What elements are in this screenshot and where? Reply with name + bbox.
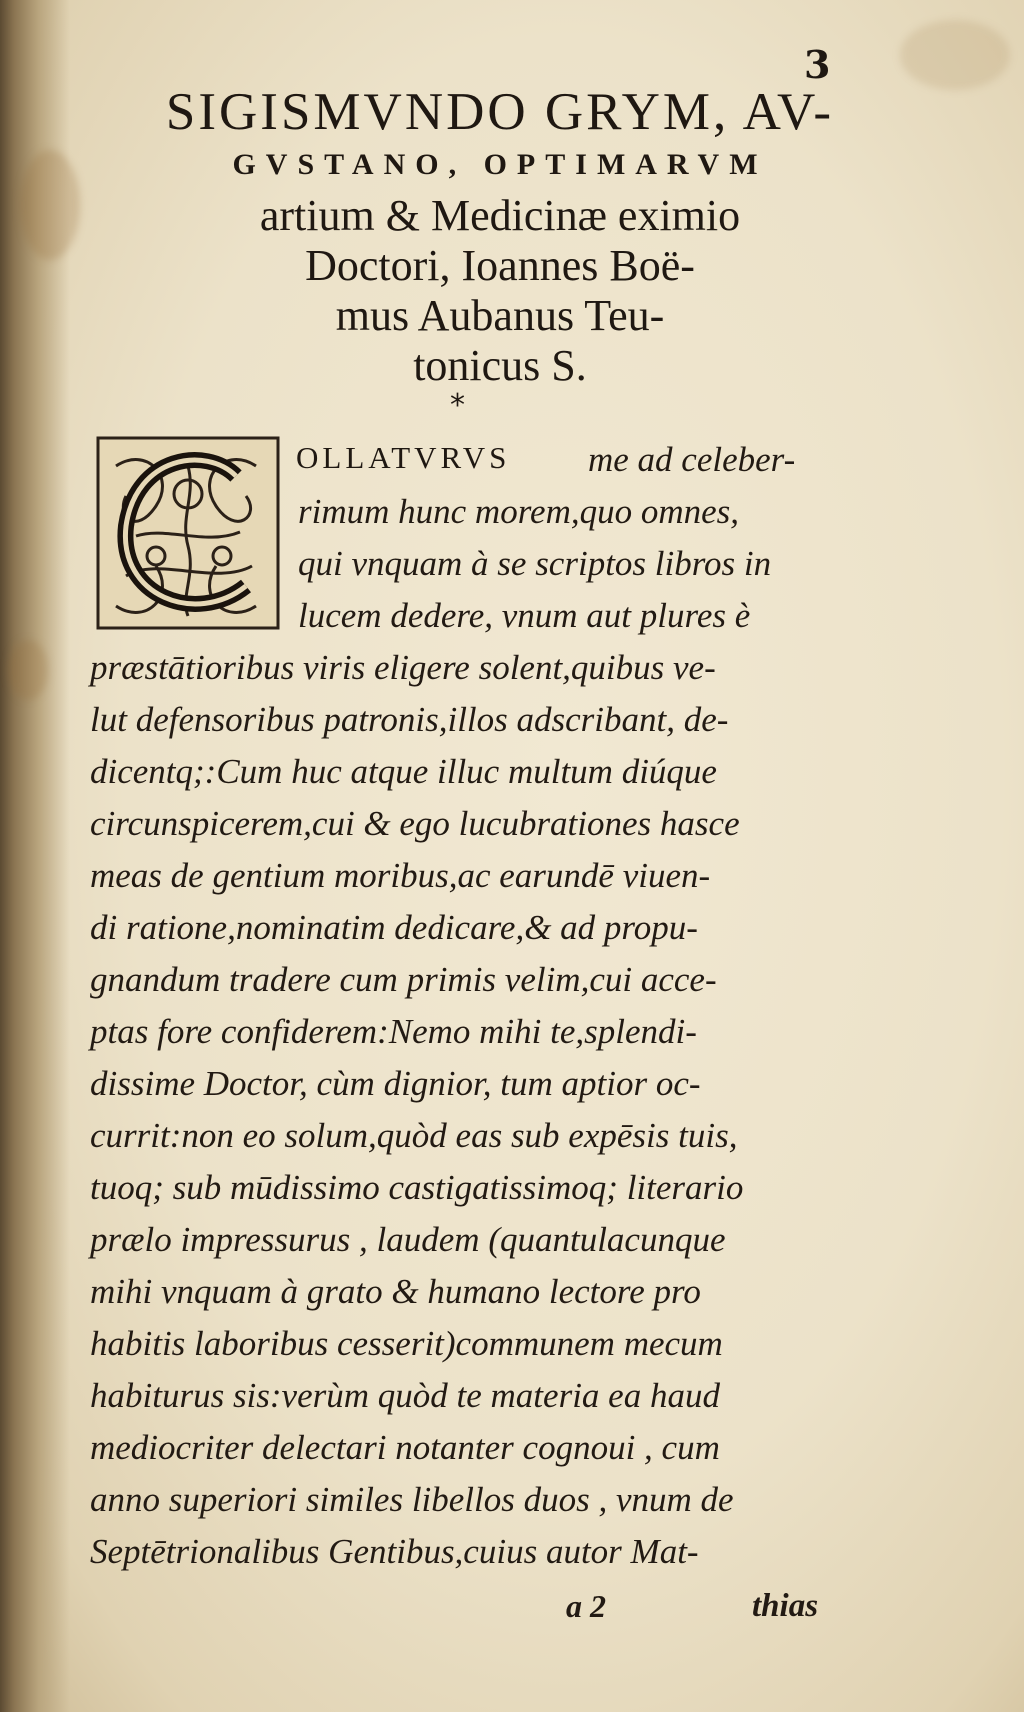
page-stain (8, 640, 48, 700)
decorated-initial-c (96, 436, 280, 630)
body-line: dicentq;:Cum huc atque illuc multum diúque (90, 752, 717, 791)
body-line: mihi vnquam à grato & humano lectore pro (90, 1272, 701, 1311)
body-line: rimum hunc morem,quo omnes, (298, 492, 740, 531)
body-line: ptas fore confiderem:Nemo mihi te,splendi- (90, 1012, 697, 1051)
page-stain (900, 20, 1010, 90)
dedication-heading-line: Doctori, Ioannes Boë- (305, 241, 695, 290)
body-line: qui vnquam à se scriptos libros in (298, 544, 772, 583)
body-line: habitis laboribus cesserit)communem mecum (90, 1324, 723, 1363)
body-line: Septētrionalibus Gentibus,cuius autor Mat- (90, 1532, 699, 1571)
body-line: anno superiori similes libellos duos , vnum de (90, 1480, 734, 1519)
dedication-heading-line: mus Aubanus Teu- (335, 291, 665, 340)
catchword: thias (752, 1588, 819, 1624)
body-line: meas de gentium moribus,ac earundē viuen- (90, 856, 711, 895)
body-line: lucem dedere, vnum aut plures è (298, 596, 751, 635)
body-line: prælo impressurus , laudem (quantulacunque (90, 1220, 726, 1259)
body-line: di ratione,nominatim dedicare,& ad propu- (90, 908, 698, 947)
body-line: habiturus sis:verùm quòd te materia ea haud (90, 1376, 720, 1415)
body-line: tuoq; sub mūdissimo castigatissimoq; literario (90, 1168, 744, 1207)
page-number: 3 (804, 42, 831, 87)
dedication-heading-line: tonicus S. (413, 341, 587, 390)
dedication-heading-line: artium & Medicinæ eximio (259, 191, 741, 240)
signature-mark: a 2 (566, 1588, 606, 1624)
body-line: dissime Doctor, cùm dignior, tum aptior oc- (90, 1064, 701, 1103)
body-line: circunspicerem,cui & ego lucubrationes hasce (90, 804, 740, 843)
body-line: currit:non eo solum,quòd eas sub expēsis tuis, (90, 1116, 738, 1155)
dedication-heading-line: GVSTANO, OPTIMARVM (232, 148, 768, 181)
body-line: gnandum tradere cum primis velim,cui acce- (90, 960, 717, 999)
body-line: mediocriter delectari notanter cognoui , cum (90, 1428, 720, 1467)
dedication-heading-line: SIGISMVNDO GRYM, AV- (165, 83, 835, 141)
body-line: me ad celeber- (588, 440, 796, 479)
body-line: lut defensoribus patronis,illos adscribant, de- (90, 700, 729, 739)
asterisk-ornament: * (450, 388, 465, 423)
opening-word: OLLATVRVS (296, 440, 511, 475)
body-line: præstātioribus viris eligere solent,quibus ve- (90, 648, 716, 687)
